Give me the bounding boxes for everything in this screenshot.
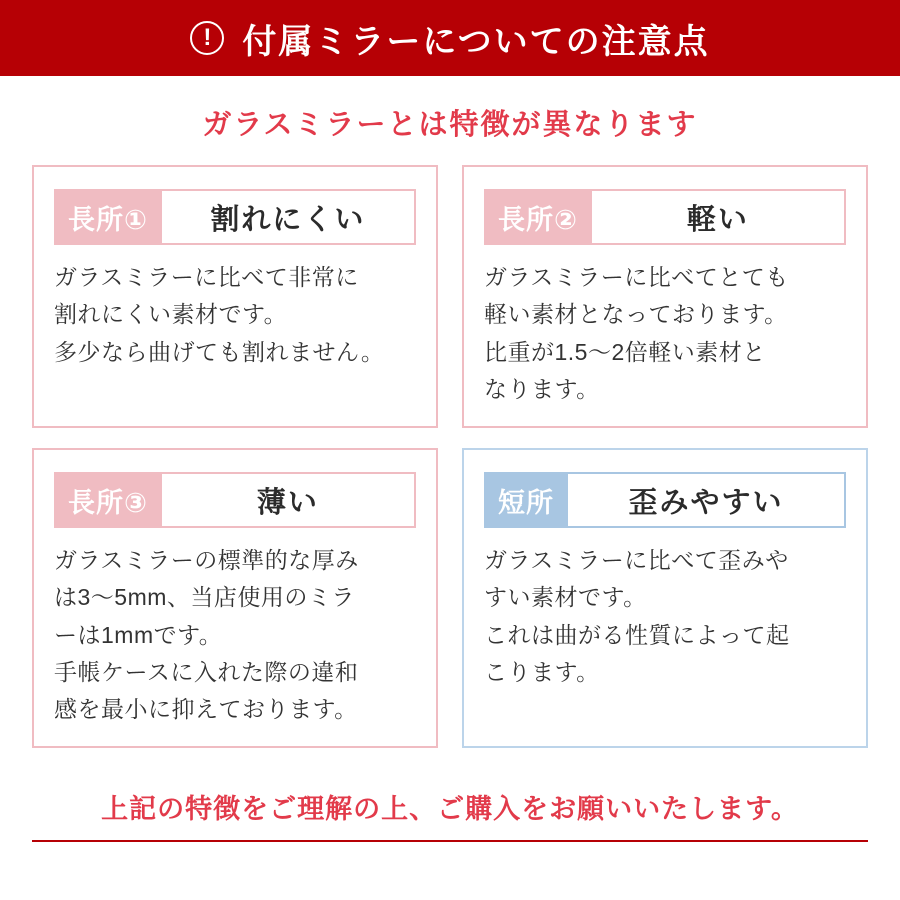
feature-card-grid [32, 165, 868, 748]
card-body-line: 割れにくい素材です。 [54, 301, 288, 328]
card-header [54, 189, 416, 245]
card-body-line: こります。 [484, 658, 600, 685]
card-headline: 軽い [592, 189, 846, 245]
card-body-line: 比重が1.5〜2倍軽い素材と [484, 338, 766, 365]
card-header [54, 472, 416, 528]
card-body-line: ガラスミラーに比べてとても [484, 264, 789, 290]
header-banner [0, 0, 900, 76]
card-tag: 長所② [484, 189, 592, 245]
card-body-line: 手帳ケースに入れた際の違和 [54, 658, 359, 685]
card-body-line: これは曲がる性質によって起 [484, 621, 790, 648]
card-tag: 短所 [484, 472, 568, 528]
footer-divider [32, 840, 868, 842]
card-headline: 薄い [162, 472, 416, 528]
card-body-line: 多少なら曲げても割れません。 [54, 338, 385, 365]
card-headline: 割れにくい [162, 189, 416, 245]
feature-card-4 [462, 448, 868, 748]
card-body-line: なります。 [484, 375, 600, 402]
card-headline: 歪みやすい [568, 472, 846, 528]
card-body-line: 軽い素材となっております。 [484, 301, 788, 328]
footer-text: 上記の特徴をご理解の上、ご購入をお願いいたします。 [101, 794, 799, 824]
card-header [484, 189, 846, 245]
card-body-line: すい素材です。 [484, 584, 647, 611]
card-body-line: ガラスミラーに比べて非常に [54, 264, 359, 290]
card-body [484, 542, 846, 691]
card-body-line: は3〜5mm、当店使用のミラ [54, 584, 355, 611]
feature-card-1 [32, 165, 438, 428]
page-title: 付属ミラーについての注意点 [242, 22, 710, 61]
footer [0, 787, 900, 842]
card-body-line: 感を最小に抑えております。 [54, 696, 358, 722]
card-body [484, 259, 846, 408]
card-body [54, 542, 416, 728]
feature-card-3 [32, 448, 438, 748]
subtitle: ガラスミラーとは特徴が異なります [202, 109, 698, 141]
card-header [484, 472, 846, 528]
card-body-line: ガラスミラーの標準的な厚み [54, 547, 359, 573]
card-tag: 長所③ [54, 472, 162, 528]
card-tag: 長所① [54, 189, 162, 245]
card-body-line: ーは1mmです。 [54, 621, 223, 648]
card-body-line: ガラスミラーに比べて歪みや [484, 547, 789, 573]
exclamation-circle-icon: ! [190, 21, 224, 55]
card-body [54, 259, 416, 371]
feature-card-2 [462, 165, 868, 428]
